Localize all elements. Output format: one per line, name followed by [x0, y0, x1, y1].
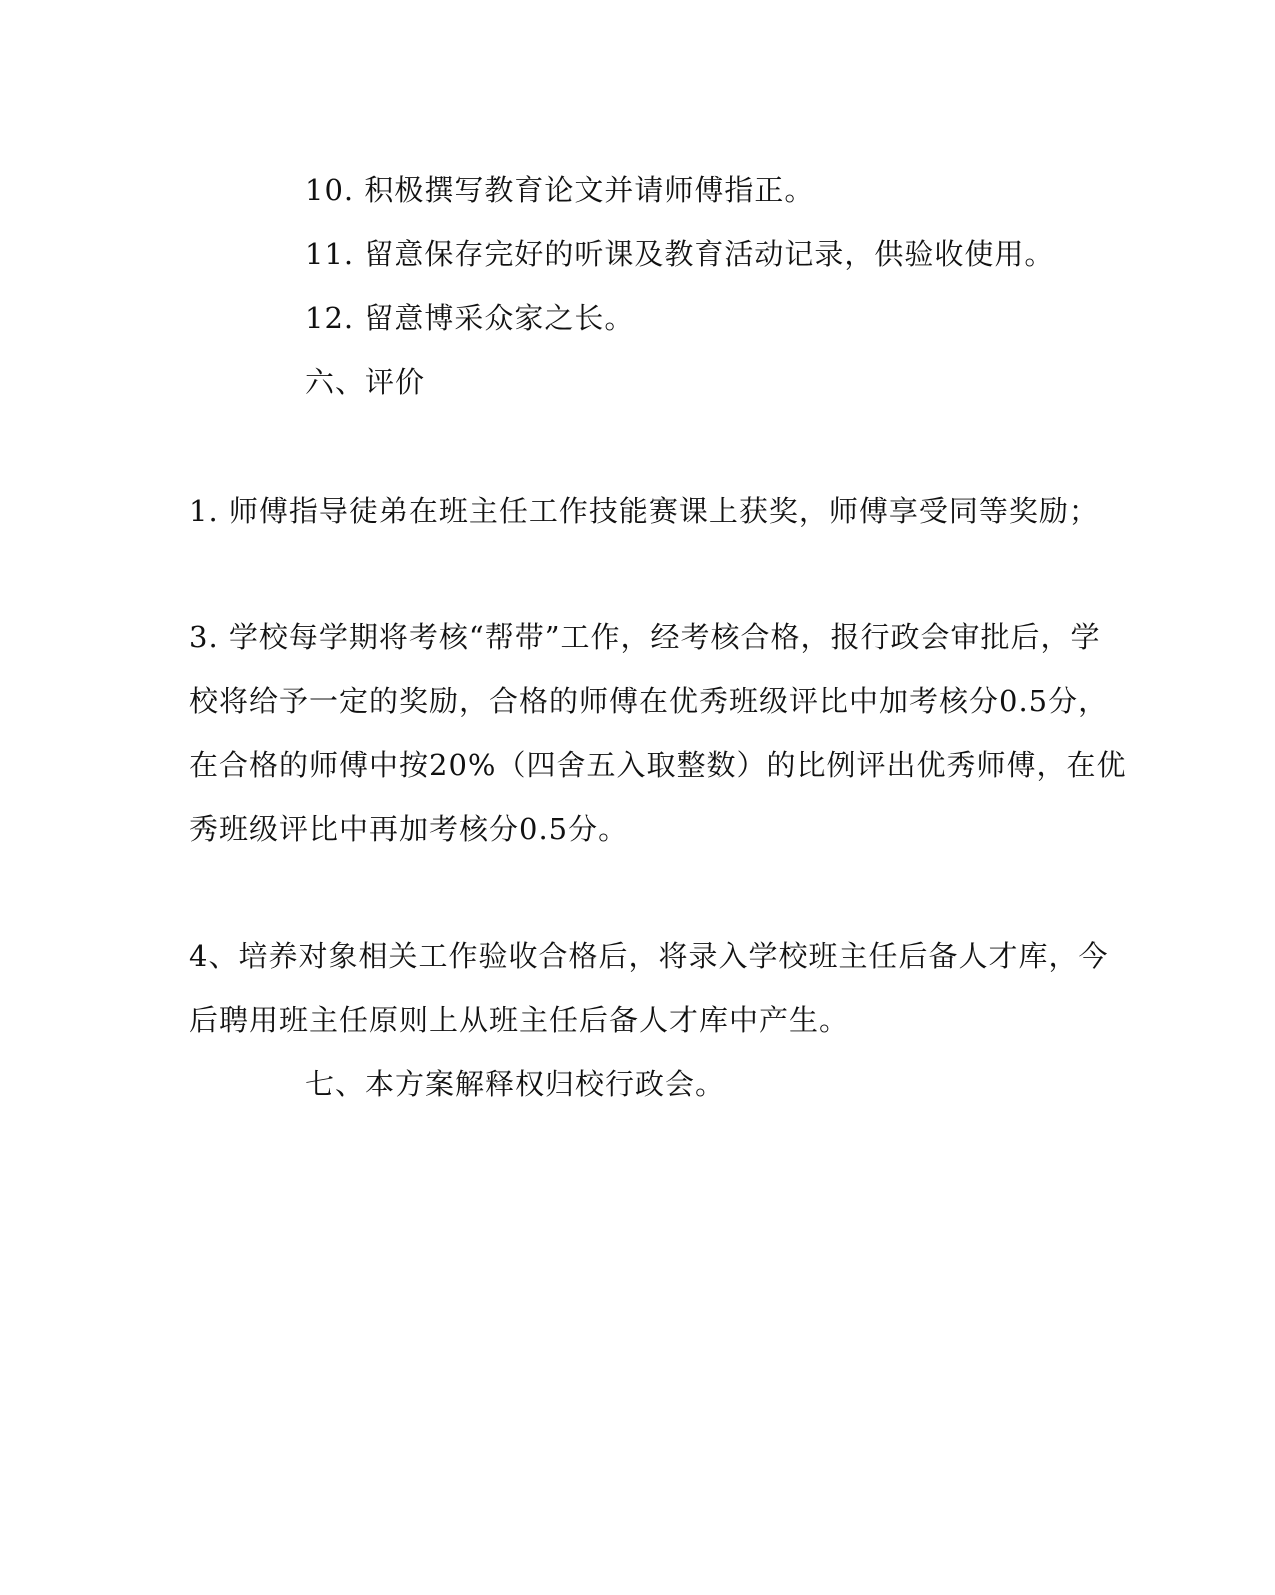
evaluation-item-4-line-1: 4、培养对象相关工作验收合格后，将录入学校班主任后备人才库，今	[189, 939, 1109, 973]
evaluation-item-4-line-2: 后聘用班主任原则上从班主任后备人才库中产生。	[189, 1003, 850, 1037]
evaluation-item-1: 1. 师傅指导徒弟在班主任工作技能赛课上获奖，师傅享受同等奖励；	[189, 494, 1099, 528]
evaluation-item-3-line-1: 3. 学校每学期将考核“帮带”工作，经考核合格，报行政会审批后，学	[189, 620, 1101, 654]
evaluation-item-3-line-4: 秀班级评比中再加考核分0.5分。	[189, 812, 629, 846]
evaluation-item-3-line-2: 校将给予一定的奖励，合格的师傅在优秀班级评比中加考核分0.5分，	[189, 684, 1109, 718]
list-item-10: 10. 积极撰写教育论文并请师傅指正。	[305, 173, 815, 207]
list-item-12: 12. 留意博采众家之长。	[305, 301, 635, 335]
evaluation-item-3-line-3: 在合格的师傅中按20%（四舍五入取整数）的比例评出优秀师傅，在优	[189, 748, 1127, 782]
section-heading-interpretation: 七、本方案解释权归校行政会。	[305, 1067, 726, 1101]
section-heading-evaluation: 六、评价	[305, 365, 426, 399]
list-item-11: 11. 留意保存完好的听课及教育活动记录，供验收使用。	[305, 237, 1055, 271]
